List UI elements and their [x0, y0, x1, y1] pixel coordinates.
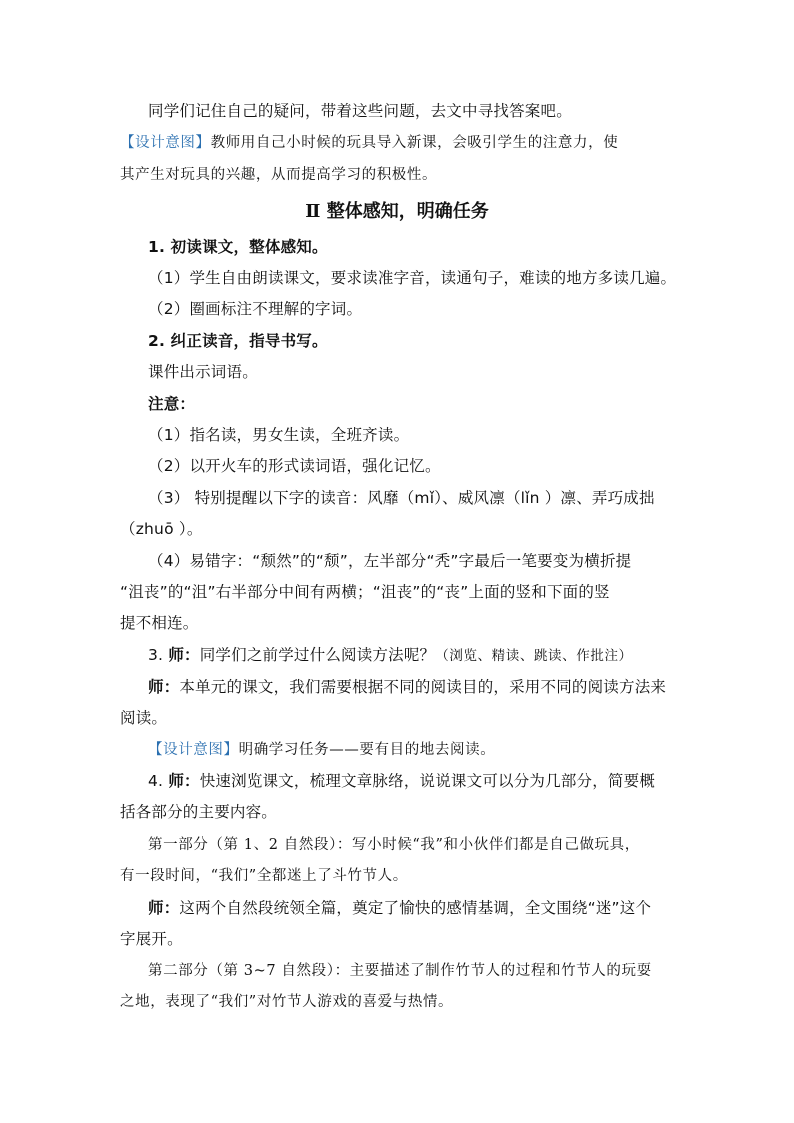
step3-teacher-line-cont: 阅读。 — [120, 709, 168, 727]
step3-question: 3. 师：同学们之前学过什么阅读方法呢？（浏览、精读、跳读、作批注） — [148, 646, 633, 664]
note-item-4: （4）易错字：“颓然”的“颓”，左半部分“秃”字最后一笔要变为横折提 — [148, 552, 632, 570]
design-intent-paragraph-1: 【设计意图】教师用自己小时候的玩具导入新课，会吸引学生的注意力，使 — [120, 135, 619, 151]
note-item-3-cont: （zhuō ）。 — [120, 520, 203, 538]
part2-line: 第二部分（第 3~7 自然段）：主要描述了制作竹节人的过程和竹节人的玩耍 — [148, 963, 652, 979]
step3-teacher-line: 师：本单元的课文，我们需要根据不同的阅读目的，采用不同的阅读方法来 — [148, 678, 667, 696]
teacher-note-line: 师：这两个自然段统领全篇，奠定了愉快的感情基调，全文围绕“迷”这个 — [148, 899, 652, 917]
step1-item-1: （1）学生自由朗读课文，要求读准字音，读通句子，难读的地方多读几遍。 — [148, 269, 677, 287]
note-item-1: （1）指名读，男女生读，全班齐读。 — [148, 426, 410, 444]
part1-line: 第一部分（第 1、2 自然段）：写小时候“我”和小伙伴们都是自己做玩具， — [148, 837, 640, 853]
step1-item-2: （2）圈画标注不理解的字词。 — [148, 300, 363, 318]
part2-line-cont: 之地，表现了“我们”对竹节人游戏的喜爱与热情。 — [120, 994, 454, 1010]
step4-line-cont: 括各部分的主要内容。 — [120, 803, 278, 821]
step1-title: 1. 初读课文，整体感知。 — [148, 238, 328, 256]
step4-line: 4. 师：快速浏览课文，梳理文章脉络，说说课文可以分为几部分，简要概 — [148, 772, 656, 790]
design-intent-tag: 【设计意图】 — [120, 135, 211, 151]
note-item-4-cont: “沮丧”的“沮”右半部分中间有两横；“沮丧”的“丧”上面的竖和下面的竖 — [120, 583, 610, 601]
teacher-note-line-cont: 字展开。 — [120, 930, 183, 948]
note-label: 注意： — [148, 395, 196, 413]
note-item-2: （2）以开火车的形式读词语，强化记忆。 — [148, 457, 441, 475]
intro-paragraph: 同学们记住自己的疑问，带着这些问题，去文中寻找答案吧。 — [148, 102, 572, 120]
design-intent-tag-2: 【设计意图】 — [148, 742, 239, 758]
design-intent-paragraph-1-cont: 其产生对玩具的兴趣，从而提高学习的积极性。 — [120, 167, 438, 183]
part1-line-cont: 有一段时间，“我们”全都迷上了斗竹节人。 — [120, 868, 408, 884]
step2-title: 2. 纠正读音，指导书写。 — [148, 332, 328, 350]
design-intent-paragraph-2: 【设计意图】明确学习任务——要有目的地去阅读。 — [148, 742, 496, 758]
note-item-3: （3） 特别提醒以下字的读音：风靡（mǐ）、威风凛（lǐn ）凛、弄巧成拙 — [148, 489, 655, 507]
step2-line: 课件出示词语。 — [148, 363, 258, 381]
note-item-4-cont2: 提不相连。 — [120, 614, 199, 632]
section-heading: Ⅱ 整体感知，明确任务 — [305, 201, 489, 222]
